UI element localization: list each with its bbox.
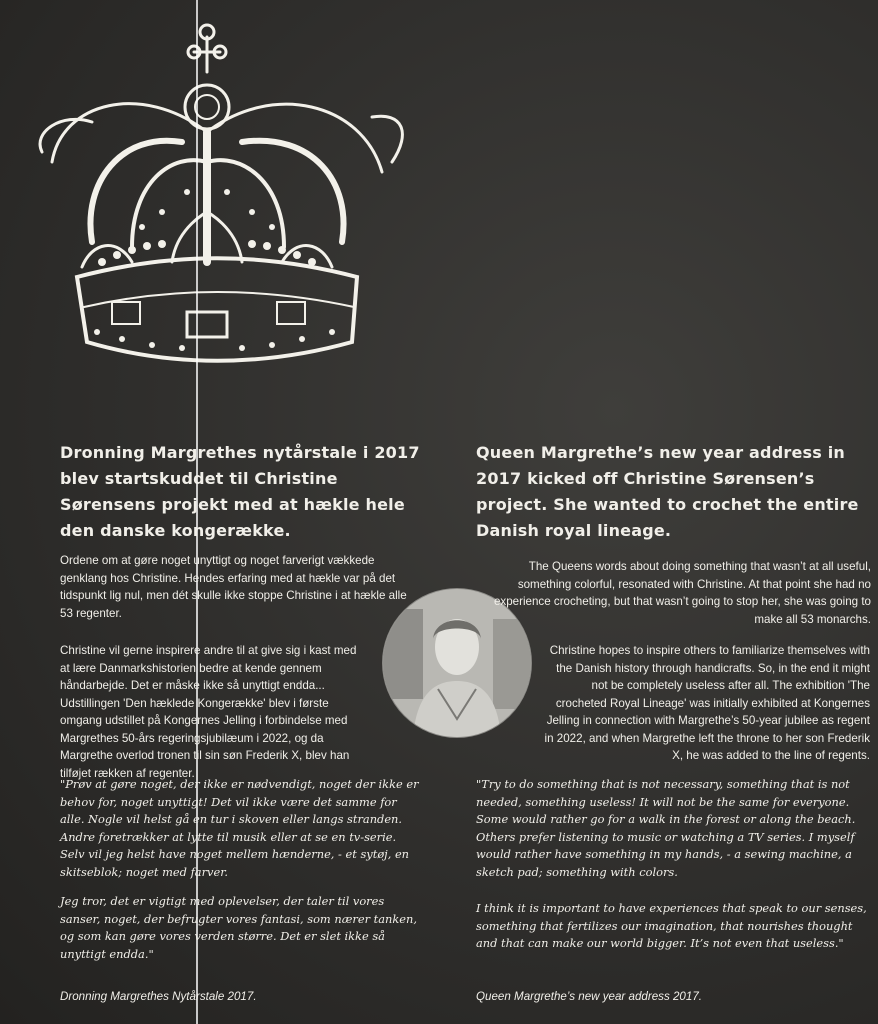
danish-heading: Dronning Margrethes nytårstale i 2017 blev startskuddet til Christine Sørensens projekt med at hækle hele den danske kongerække.	[60, 443, 420, 540]
danish-quote-2: Jeg tror, det er vigtigt med oplevelser, der taler til vores sanser, noget, der befrugter vores fantasi, som nærer tanken, og som kan gøre vores verden større. Det er slet ikke så unyttigt endda."	[60, 894, 417, 961]
english-quote-1: "Try to do something that is not necessary, something that is not needed, something useless! It will not be the same for everyone. Some would rather go for a walk in the forest or along the beach. Others prefer listening to music or watching a TV series. I myself would rather have something in my hands, - a sewing machine, a sketch pad; something with colors.	[476, 777, 856, 879]
english-quote-2: I think it is important to have experiences that speak to our senses, something that fertilizes our imagination, that nourishes thought and that can make our world bigger. It’s not even that useless."	[476, 901, 867, 950]
danish-column	[60, 440, 420, 544]
danish-quote-1: "Prøv at gøre noget, der ikke er nødvendigt, noget der ikke er behov for, noget unyttigt! Det vil ikke være det samme for alle. Nogle vil helst gå en tur i skoven eller langs stranden. Andre foretrækker at lytte til musik eller at se en tv-serie. Selv vil jeg helst have noget mellem hænderne, - et sytøj, en skitseblok; noget med farver.	[60, 777, 419, 879]
danish-citation: Dronning Margrethes Nytårstale 2017.	[60, 990, 257, 1003]
danish-paragraph-1: Ordene om at gøre noget unyttigt og noget farverigt vækkede genklang hos Christine. Hendes erfaring med at hækle var på det tidspunkt lig nul, men dét skulle ikke stoppe Christine i at hækle alle 53 regenter.	[60, 554, 407, 620]
english-paragraph-2: Christine hopes to inspire others to familiarize themselves with the Danish history through handicrafts. So, in the end it might not be completely useless after all. The exhibition 'The crocheted Royal Lineage' was initially exhibited at Kongernes Jelling in connection with Margrethe’s 50-year jubilee as regent in 2022, and when Margrethe left the throne to her son Frederik X, he was added to the line of regents.	[544, 644, 870, 762]
danish-paragraph-2: Christine vil gerne inspirere andre til at give sig i kast med at lære Danmarkshistorien bedre at kende gennem håndarbejde. Det er måske ikke så unyttigt endda... Udstillingen 'Den hæklede Kongerække' blev i første omgang udstillet på Kongernes Jelling i forbindelse med Margrethes 50-års regeringsjubilæum i 2022, og da Margrethe overlod tronen til sin søn Frederik X, blev han tilføjet rækken af regenter.	[60, 644, 357, 780]
english-paragraph-1: The Queens words about doing something that wasn’t at all useful, something colorful, resonated with Christine. At that point she had no experience crocheting, but that wasn’t going to stop her, she was going to make all 53 monarchs.	[493, 560, 871, 626]
english-citation: Queen Margrethe’s new year address 2017.	[476, 990, 702, 1003]
english-column	[476, 440, 871, 544]
english-heading: Queen Margrethe’s new year address in 2017 kicked off Christine Sørensen’s project. She wanted to crochet the entire Danish royal lineage.	[476, 443, 859, 540]
crown-illustration	[22, 12, 462, 432]
